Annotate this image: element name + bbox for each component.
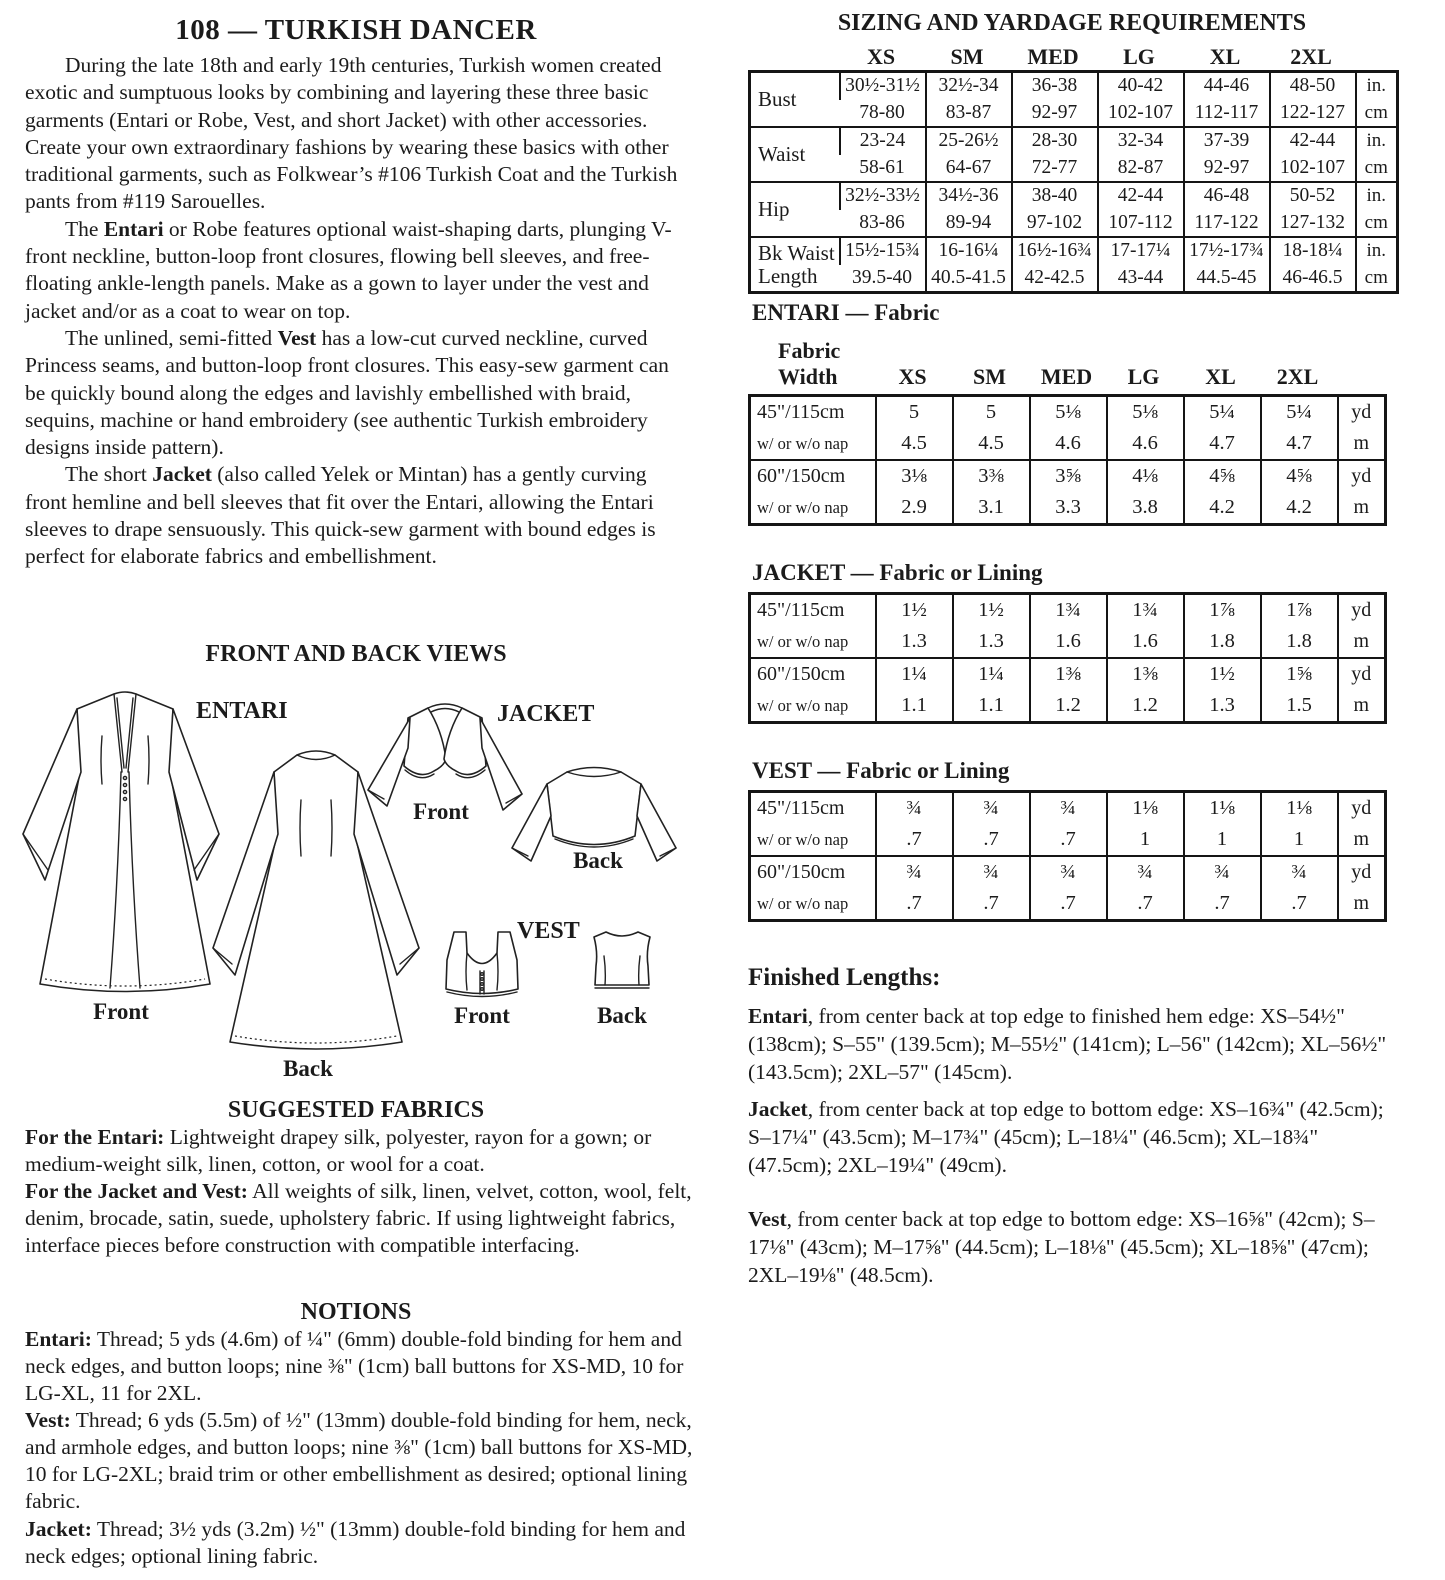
measurement-cell: 17½-17¾ — [1184, 237, 1270, 265]
yardage-cell: 1.8 — [1184, 626, 1261, 658]
measurement-cell: 78-80 — [859, 101, 905, 123]
measurement-row-label: Waist — [750, 127, 840, 182]
fabrics-paragraph — [25, 1178, 697, 1259]
yardage-cell: .7 — [876, 824, 953, 856]
bold-text: Jacket: — [25, 1516, 92, 1541]
intro-section — [25, 52, 691, 571]
yardage-cell: 1⅞ — [1261, 594, 1338, 627]
yardage-cell: 1.3 — [1184, 690, 1261, 723]
jacket-fabric-table — [748, 592, 1387, 724]
measurement-cell: 58-61 — [859, 156, 905, 178]
text: The unlined, semi-fitted — [65, 325, 278, 350]
yardage-cell: ¾ — [876, 856, 953, 888]
bold-text: Entari: — [25, 1327, 92, 1351]
yardage-cell: 5 — [876, 396, 953, 429]
measurement-cell: 37-39 — [1184, 127, 1270, 155]
measurement-cell: 18-18¼ — [1270, 237, 1356, 265]
sizing-heading: SIZING AND YARDAGE REQUIREMENTS — [837, 10, 1307, 36]
yardage-cell: 1.3 — [953, 626, 1030, 658]
size-column-header: SM — [973, 363, 1006, 389]
text: , from center back at top edge to bottom edge: XS–16¾" (42.5cm); S–17¼" (43.5cm); M–17¾" (45cm); L–18¼" (46.5cm); XL–18¾" (47.5cm); 2XL–19¼" (49cm). — [748, 1097, 1384, 1177]
yardage-cell: 4⅛ — [1107, 460, 1184, 492]
measurement-cell: 40.5-41.5 — [926, 265, 1012, 293]
yardage-cell: .7 — [1184, 888, 1261, 921]
yardage-table — [748, 394, 1387, 526]
yardage-cell: ¾ — [876, 792, 953, 825]
yardage-cell: 1.2 — [1030, 690, 1107, 723]
yardage-cell: 1½ — [953, 594, 1030, 627]
bold-text: Entari — [748, 1004, 808, 1028]
fabric-width-row-label: 60"/150cm — [750, 658, 876, 690]
entari-front-label: Front — [93, 999, 149, 1024]
yardage-cell: 1 — [1107, 824, 1184, 856]
vest-back-label: Back — [597, 1003, 647, 1028]
measurement-row-label: Bk Waist Length — [750, 237, 840, 293]
size-column-header: LG — [1123, 44, 1155, 69]
yardage-cell: 1⅛ — [1107, 792, 1184, 825]
text: , from center back at top edge to finished hem edge: XS–54½" (138cm); S–55" (139.5cm); M–55½" (141cm); L–56" (142cm); XL–56½" (143.5cm); 2XL–57" (145cm). — [748, 1004, 1387, 1084]
yardage-cell: 3.8 — [1107, 492, 1184, 525]
size-column-headers — [874, 364, 1336, 390]
measurement-cell: 82-87 — [1098, 155, 1184, 183]
fabric-width-row-label: 60"/150cm — [750, 460, 876, 492]
vest-label: VEST — [517, 918, 580, 944]
unit-cell: m — [1338, 888, 1386, 921]
measurement-cell: 36-38 — [1012, 72, 1098, 100]
measurement-cell: 32½-33½ — [840, 182, 926, 210]
measurement-cell: 64-67 — [926, 155, 1012, 183]
unit-cell: yd — [1338, 460, 1386, 492]
yardage-cell: ¾ — [1030, 792, 1107, 825]
jacket-label: JACKET — [497, 701, 595, 727]
yardage-cell: 1.1 — [876, 690, 953, 723]
notions-heading: NOTIONS — [300, 1299, 412, 1325]
yardage-cell: 1.2 — [1107, 690, 1184, 723]
yardage-cell: 5¼ — [1261, 396, 1338, 429]
size-column-header: LG — [1127, 363, 1160, 389]
measurement-cell: 23-24 — [840, 127, 926, 155]
yardage-cell: .7 — [1030, 888, 1107, 921]
text: , from center back at top edge to bottom edge: XS–16⅝" (42cm); S–17⅛" (43cm); M–17⅝" (44.5cm); L–18⅛" (45.5cm); XL–18⅝" (47cm); 2XL–19⅛" (48.5cm). — [748, 1207, 1375, 1287]
measurement-cell: 122-127 — [1270, 100, 1356, 128]
measurement-cell: 83-87 — [926, 100, 1012, 128]
text: The — [65, 216, 104, 241]
finished-length-jacket — [748, 1096, 1404, 1180]
measurement-cell: 40-42 — [1098, 72, 1184, 100]
notions-paragraph — [25, 1407, 701, 1515]
measurement-cell: 102-107 — [1270, 155, 1356, 183]
yardage-cell: .7 — [876, 888, 953, 921]
unit-cell: cm — [1356, 100, 1398, 128]
yardage-cell: 1½ — [1184, 658, 1261, 690]
measurement-cell: 39.5-40 — [851, 266, 913, 288]
entari-back-label: Back — [283, 1056, 333, 1081]
text: Thread; 3½ yds (3.2m) ½" (13mm) double-fold binding for hem and neck edges; optional lining fabric. — [25, 1516, 686, 1568]
yardage-cell: ¾ — [1107, 856, 1184, 888]
notions-section — [25, 1326, 701, 1570]
bold-text: Jacket — [152, 462, 212, 487]
measurement-cell: 34½-36 — [926, 182, 1012, 210]
yardage-cell: 5⅛ — [1030, 396, 1107, 429]
finished-lengths-heading: Finished Lengths: — [748, 964, 941, 991]
yardage-cell: 1 — [1261, 824, 1338, 856]
yardage-cell: 4.2 — [1184, 492, 1261, 525]
size-column-header: SM — [950, 44, 984, 69]
unit-cell: m — [1338, 626, 1386, 658]
size-column-headers — [838, 44, 1354, 70]
measurement-cell: 72-77 — [1012, 155, 1098, 183]
garment-views — [0, 668, 730, 1100]
unit-cell: cm — [1356, 210, 1398, 238]
fabric-width-line2: Width — [778, 363, 838, 389]
suggested-fabrics-section — [25, 1124, 697, 1259]
entari-table-heading: ENTARI — Fabric — [752, 300, 940, 325]
unit-cell: yd — [1338, 658, 1386, 690]
yardage-cell: 1¾ — [1030, 594, 1107, 627]
yardage-cell: 5¼ — [1184, 396, 1261, 429]
text: or Robe features optional waist-shaping darts, plunging V-front neckline, button-loop front closures, flowing bell sleeves, and free-floating ankle-length panels. Make as a gown to layer under the vest and jacket and/or as a coat to wear on top. — [25, 216, 672, 323]
measurement-cell: 42-44 — [1270, 127, 1356, 155]
yardage-cell: 1⅞ — [1184, 594, 1261, 627]
measurement-cell: 117-122 — [1184, 210, 1270, 238]
measurement-cell: 44.5-45 — [1184, 265, 1270, 293]
measurement-cell: 127-132 — [1270, 210, 1356, 238]
yardage-cell: 3⅛ — [876, 460, 953, 492]
yardage-cell: .7 — [1030, 824, 1107, 856]
measurement-cell: 17-17¼ — [1098, 237, 1184, 265]
measurement-cell: 42-42.5 — [1012, 265, 1098, 293]
jacket-back-label: Back — [573, 848, 623, 873]
yardage-cell: 4⅝ — [1261, 460, 1338, 492]
yardage-cell: 3.1 — [953, 492, 1030, 525]
yardage-cell: 1⅛ — [1261, 792, 1338, 825]
intro-paragraph — [25, 325, 691, 461]
unit-cell: m — [1338, 492, 1386, 525]
yardage-cell: 1⅜ — [1030, 658, 1107, 690]
bold-text: Vest: — [25, 1408, 71, 1433]
unit-cell: cm — [1356, 155, 1398, 183]
yardage-cell: 4.2 — [1261, 492, 1338, 525]
unit-cell: m — [1338, 428, 1386, 460]
measurement-cell: 42-44 — [1098, 182, 1184, 210]
yardage-cell: 4.6 — [1107, 428, 1184, 460]
measurement-cell: 28-30 — [1012, 127, 1098, 155]
bold-text: Jacket — [748, 1097, 808, 1121]
yardage-cell: 4⅝ — [1184, 460, 1261, 492]
views-heading: FRONT AND BACK VIEWS — [205, 641, 507, 667]
yardage-cell: 1.3 — [876, 626, 953, 658]
vest-fabric-table — [748, 790, 1387, 922]
measurement-cell: 46-46.5 — [1270, 265, 1356, 293]
measurement-cell: 50-52 — [1270, 182, 1356, 210]
notions-paragraph — [25, 1516, 701, 1570]
measurement-cell: 97-102 — [1012, 210, 1098, 238]
yardage-cell: 3.3 — [1030, 492, 1107, 525]
yardage-cell: 1⅛ — [1184, 792, 1261, 825]
text: Lightweight drapey silk, polyester, rayon for a gown; or medium-weight silk, linen, cotton, or wool for a coat. — [25, 1125, 652, 1177]
finished-length-entari — [748, 1003, 1404, 1087]
fabric-width-row-label: w/ or w/o nap — [757, 631, 849, 651]
size-column-header: MED — [1027, 44, 1079, 69]
fabric-width-row-label: 45"/115cm — [757, 797, 845, 819]
yardage-cell: 3⅝ — [1030, 460, 1107, 492]
intro-paragraph — [25, 461, 691, 570]
yardage-cell: 5⅛ — [1107, 396, 1184, 429]
measurement-cell: 43-44 — [1098, 265, 1184, 293]
unit-cell: yd — [1338, 856, 1386, 888]
yardage-cell: 1¾ — [1107, 594, 1184, 627]
size-column-header: 2XL — [1290, 44, 1332, 69]
fabric-width-header — [748, 338, 1336, 390]
fabric-width-label — [748, 338, 874, 390]
text: Thread; 6 yds (5.5m) of ½" (13mm) double-fold binding for hem, neck, and armhole edges, and button loops; nine ⅜" (1cm) ball buttons for XS-MD, 10 for LG-2XL; braid trim or other embellishment as desired; optional lining fabric. — [25, 1408, 693, 1514]
measurement-cell: 32-34 — [1098, 127, 1184, 155]
measurement-row-label: Bust — [758, 87, 797, 112]
sizing-table — [748, 70, 1399, 294]
text: The short — [65, 462, 153, 487]
yardage-cell: 1⅝ — [1261, 658, 1338, 690]
yardage-cell: 1.6 — [1107, 626, 1184, 658]
yardage-table — [748, 592, 1387, 724]
entari-fabric-table — [748, 394, 1387, 526]
measurement-row-label: Hip — [750, 182, 840, 237]
yardage-cell: 1⅜ — [1107, 658, 1184, 690]
size-column-header: XS — [866, 44, 896, 69]
vest-back-drawing — [583, 926, 661, 996]
yardage-cell: ¾ — [953, 792, 1030, 825]
measurement-cell: 30½-31½ — [840, 72, 926, 100]
vest-front-drawing — [440, 926, 524, 1002]
yardage-cell: 4.5 — [876, 428, 953, 460]
measurement-cell: 16½-16¾ — [1012, 237, 1098, 265]
fabric-width-row-label: w/ or w/o nap — [757, 433, 849, 453]
unit-cell: in. — [1356, 72, 1398, 100]
sizing-measurements-table — [748, 70, 1399, 294]
yardage-cell: 2.9 — [876, 492, 953, 525]
bold-text: Vest — [748, 1207, 787, 1231]
unit-cell: yd — [1338, 792, 1386, 825]
unit-cell: m — [1338, 690, 1386, 723]
bold-text: For the Jacket and Vest: — [25, 1179, 248, 1204]
yardage-cell: 1¼ — [953, 658, 1030, 690]
size-column-header: XL — [1205, 363, 1236, 389]
measurement-cell: 25-26½ — [926, 127, 1012, 155]
measurement-cell: 15½-15¾ — [840, 237, 926, 265]
yardage-cell: ¾ — [1261, 856, 1338, 888]
yardage-cell: 4.5 — [953, 428, 1030, 460]
intro-paragraph — [25, 216, 691, 325]
size-column-header: 2XL — [1276, 363, 1319, 389]
bold-text: Vest — [277, 325, 317, 350]
bold-text: Entari — [103, 216, 164, 241]
entari-front-drawing — [18, 684, 224, 1002]
vest-table-heading: VEST — Fabric or Lining — [752, 758, 1010, 783]
fabric-width-row-label: w/ or w/o nap — [757, 829, 849, 849]
measurement-cell: 107-112 — [1098, 210, 1184, 238]
text: (also called Yelek or Mintan) has a gently curving front hemline and bell sleeves that fit over the Entari, allowing the Entari sleeves to drape sensuously. This quick-sew garment with bound edges is perfect for elaborate fabrics and embellishment. — [25, 462, 656, 569]
intro-paragraph — [25, 52, 691, 216]
measurement-cell: 38-40 — [1012, 182, 1098, 210]
yardage-cell: 1½ — [876, 594, 953, 627]
yardage-cell: 4.7 — [1184, 428, 1261, 460]
yardage-cell: 1.5 — [1261, 690, 1338, 723]
yardage-table — [748, 790, 1387, 922]
fabrics-paragraph — [25, 1124, 697, 1178]
yardage-cell: .7 — [953, 888, 1030, 921]
unit-cell: in. — [1356, 127, 1398, 155]
measurement-cell: 46-48 — [1184, 182, 1270, 210]
jacket-front-label: Front — [413, 799, 469, 824]
measurement-cell: 48-50 — [1270, 72, 1356, 100]
bold-text: For the Entari: — [25, 1125, 165, 1149]
yardage-cell: ¾ — [953, 856, 1030, 888]
yardage-cell: 1.1 — [953, 690, 1030, 723]
page-title: 108 — TURKISH DANCER — [175, 14, 537, 46]
yardage-cell: ¾ — [1184, 856, 1261, 888]
size-column-header: XS — [898, 363, 927, 389]
yardage-cell: 4.7 — [1261, 428, 1338, 460]
yardage-cell: .7 — [1261, 888, 1338, 921]
vest-front-label: Front — [454, 1003, 510, 1028]
yardage-cell: 3⅜ — [953, 460, 1030, 492]
measurement-cell: 92-97 — [1184, 155, 1270, 183]
unit-cell: cm — [1356, 265, 1398, 293]
yardage-cell: ¾ — [1030, 856, 1107, 888]
text: Thread; 5 yds (4.6m) of ¼" (6mm) double-fold binding for hem and neck edges, and button loops; nine ⅜" (1cm) ball buttons for XS-MD, 10 for LG-XL, 11 for 2XL. — [25, 1327, 684, 1406]
entari-label: ENTARI — [196, 698, 288, 724]
text: During the late 18th and early 19th centuries, Turkish women created exotic and sumptuous looks by combining and layering these three basic garments (Entari or Robe, Vest, and short Jacket) with other accessories. Create your own extraordinary fashions by wearing these basics with other traditional garments, such as Folkwear’s #106 Turkish Coat and the Turkish pants from #119 Sarouelles. — [25, 53, 678, 214]
notions-paragraph — [25, 1326, 701, 1407]
unit-cell: in. — [1356, 182, 1398, 210]
measurement-cell: 44-46 — [1184, 72, 1270, 100]
suggested-fabrics-heading: SUGGESTED FABRICS — [227, 1097, 485, 1123]
yardage-cell: 1.8 — [1261, 626, 1338, 658]
finished-length-vest — [748, 1206, 1404, 1290]
jacket-table-heading: JACKET — Fabric or Lining — [752, 560, 1043, 585]
fabric-width-row-label: w/ or w/o nap — [757, 893, 849, 913]
fabric-width-row-label: 45"/115cm — [757, 401, 845, 423]
measurement-cell: 16-16¼ — [926, 237, 1012, 265]
unit-cell: m — [1338, 824, 1386, 856]
yardage-cell: 1 — [1184, 824, 1261, 856]
text: has a low-cut curved neckline, curved Princess seams, and button-loop front closures. This easy-sew garment can be quickly bound along the edges and lavishly embellished with braid, sequins, machine or hand embroidery (see authentic Turkish embroidery designs inside pattern). — [25, 325, 669, 460]
size-column-header: MED — [1040, 363, 1093, 389]
measurement-cell: 92-97 — [1012, 100, 1098, 128]
yardage-cell: 1.6 — [1030, 626, 1107, 658]
measurement-cell: 102-107 — [1098, 100, 1184, 128]
text: All weights of silk, linen, velvet, cotton, wool, felt, denim, brocade, satin, suede, upholstery fabric. If using lightweight fabrics, interface pieces before construction with compatible interfacing. — [25, 1179, 692, 1258]
yardage-cell: 4.6 — [1030, 428, 1107, 460]
unit-cell: yd — [1338, 396, 1386, 429]
fabric-width-row-label: w/ or w/o nap — [757, 695, 849, 715]
measurement-cell: 89-94 — [926, 210, 1012, 238]
fabric-width-line1: Fabric — [778, 338, 841, 363]
unit-cell: yd — [1338, 594, 1386, 627]
size-column-header: XL — [1209, 44, 1241, 69]
measurement-cell: 112-117 — [1184, 100, 1270, 128]
unit-cell: in. — [1356, 237, 1398, 265]
fabric-width-row-label: w/ or w/o nap — [757, 497, 849, 517]
measurement-cell: 32½-34 — [926, 72, 1012, 100]
fabric-width-row-label: 45"/115cm — [757, 599, 845, 621]
yardage-cell: 5 — [953, 396, 1030, 429]
measurement-cell: 83-86 — [859, 211, 905, 233]
fabric-width-row-label: 60"/150cm — [750, 856, 876, 888]
yardage-cell: 1¼ — [876, 658, 953, 690]
yardage-cell: .7 — [953, 824, 1030, 856]
yardage-cell: .7 — [1107, 888, 1184, 921]
